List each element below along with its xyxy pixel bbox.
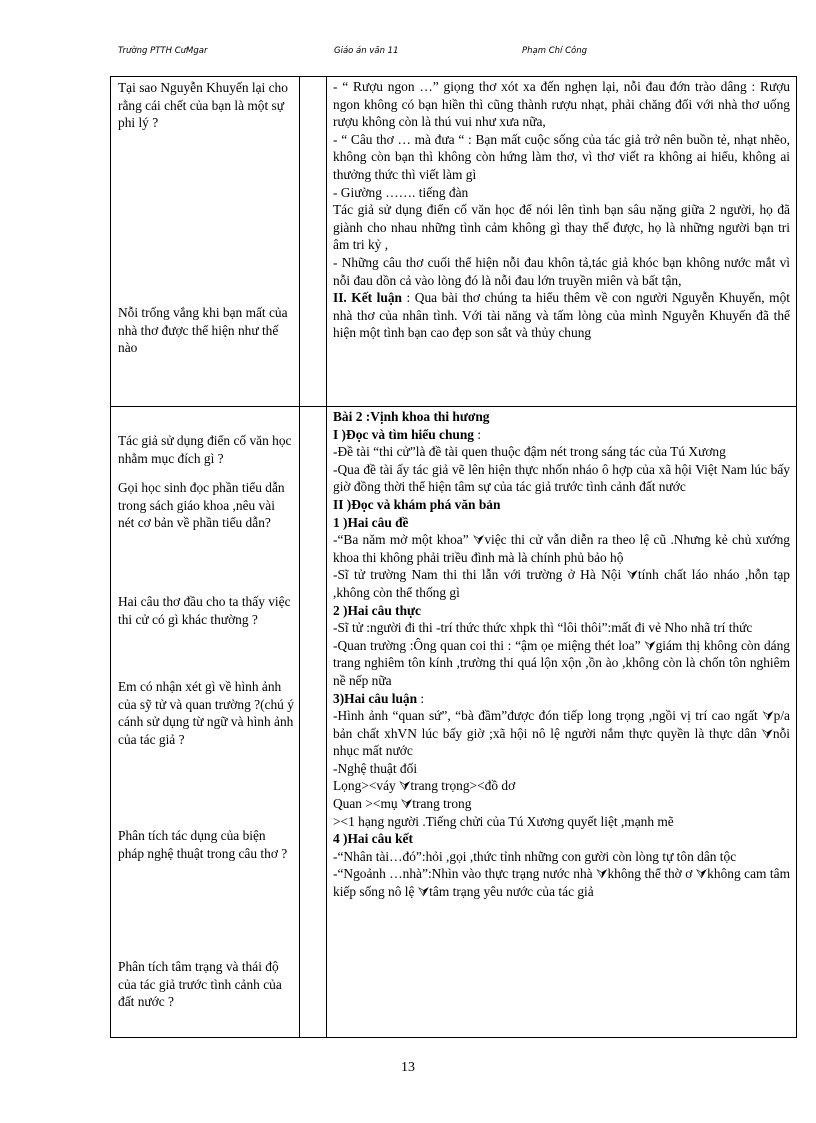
spacer-cell [300,407,327,1038]
content-line: -Quan trường :Ông quan coi thi : “ậm ọe miệng thét loa” ⮛giám thị không còn dáng trang nghiêm tôn kính ,trường thi quá lộn xộn ,ồn ào ,không còn là chốn tôn nghiêm nề nếp nữa [333,637,790,688]
content-line: - “ Câu thơ … mà đưa “ : Bạn mất cuộc sống của tác giả trở nên buồn tẻ, nhạt nhẽo, không còn bạn thì không còn hứng làm thơ, vì thơ viết ra không ai hiểu, không ai thưởng thức thì viết làm gì [333,131,790,182]
header-lesson-plan: Giáo án văn 11 [334,46,399,56]
question-text: Gọi học sinh đọc phần tiểu dẫn trong sách giáo khoa ,nêu vài nét cơ bản về phần tiểu dẫn? [118,480,285,531]
content-line: Quan ><mụ ⮛trang trong [333,796,472,812]
sub-heading: 2 )Hai câu thực [333,602,422,618]
content-line: -Qua đề tài ấy tác giả vẽ lên hiện thực nhốn nháo ô hợp của xã hội Việt Nam lúc bấy giờ đồng thời thể hiện tâm sự của tác giả trước tình cảnh đất nước [333,461,790,495]
question-text: Nỗi trống vắng khi bạn mất của nhà thơ được thể hiện như thế nào [118,305,288,356]
header-school: Trường PTTH CưMgar [118,46,208,56]
sub-heading: 3)Hai câu luận : [333,690,425,706]
content-line: ><1 hạng người .Tiếng chửi của Tú Xương quyết liệt ,mạnh mẽ [333,813,674,829]
content-line: -“Nhân tài…đó”:hỏi ,gọi ,thức tỉnh những con gười còn lòng tự tôn dân tộc [333,848,737,864]
content-cell [327,77,797,407]
content-line: -Hình ảnh “quan sứ”, “bà đầm”được đón tiếp long trọng ,ngồi vị trí cao ngất ⮛p/a bản chất xhVN lúc bấy giờ ;xã hội nô lệ người nắm thực quyền là thực dân ⮛nỗi nhục mất nước [333,708,790,759]
lesson-title: Bài 2 :Vịnh khoa thi hương [333,409,490,424]
content-line: -Đề tài “thi cử”là đề tài quen thuộc đậm nét trong sáng tác của Tú Xương [333,444,726,460]
question-text: Hai câu thơ đầu cho ta thấy việc thi cử có gì khác thường ? [118,594,291,627]
sub-heading: 1 )Hai câu đề [333,514,409,530]
sub-heading: 4 )Hai câu kết [333,831,413,847]
conclusion-heading: II. Kết luận [333,290,402,306]
content-line: -“Ba năm mở một khoa” ⮛việc thi cử vẫn diễn ra theo lệ cũ .Nhưng kẻ chủ xướng khoa thi không phải triều đình mà là chính phủ bảo hộ [333,532,790,565]
content-line: -Sĩ tử trường Nam thi thi lẫn với trường ở Hà Nội ⮛tính chất láo nháo ,hỗn tạp ,không còn thể thống gì [333,567,790,600]
page-number: 13 [401,1060,415,1075]
question-text: Phân tích tác dụng của biện pháp nghệ thuật trong câu thơ ? [118,828,288,861]
question-text: Tại sao Nguyễn Khuyến lại cho rằng cái chết của bạn là một sự phi lý ? [118,80,288,131]
questions-cell [111,77,300,466]
content-line: -Nghệ thuật đối [333,760,418,776]
question-text: Phân tích tâm trạng và thái độ của tác giả trước tình cảnh của đất nước ? [118,959,282,1010]
question-text: Tác giả sử dụng điển cố văn học nhằm mục đích gì ? [118,433,292,466]
content-line: - Giường ……. tiếng đàn [333,184,469,200]
content-line: - “ Rượu ngon …” giọng thơ xót xa đến nghẹn lại, nỗi đau đớn trào dâng : Rượu ngon không có bạn hiền thì cũng thành rượu nhạt, phải chăng đối với nhà thơ uống rượu không còn là thú vui như xưa nữa, [333,79,790,130]
content-line: - Những câu thơ cuối thể hiện nỗi đau khôn tả,tác giả khóc bạn không nước mắt vì nỗi đau dồn cả vào lòng đó là nỗi đau lớn truyền miên và bất tận, [333,254,790,288]
content-line: Lọng><váy ⮛trang trọng><đồ dơ [333,778,516,794]
table-row [111,407,797,1038]
page-header [118,46,718,62]
content-line: Tác giả sử dụng điển cố văn học để nói lên tình bạn sâu nặng giữa 2 người, họ đã giành cho nhau những tình cảm không gì thay thế được, họ là những người bạn tri âm tri kỷ , [333,202,790,253]
content-cell [327,407,797,1038]
content-line: -Sĩ tử :người đi thi -trí thức thức xhpk thì “lôi thôi”:mất đi vẻ Nho nhã trí thức [333,620,753,636]
question-text: Em có nhận xét gì về hình ảnh của sỹ tử và quan trường ?(chú ý cánh sử dụng từ ngữ và hình ảnh của tác giả ? [118,679,294,747]
questions-cell [111,407,300,1038]
section-heading: II )Đọc và khám phá văn bản [333,496,501,512]
conclusion-paragraph [333,289,790,342]
content-line: -“Ngoảnh …nhà”:Nhìn vào thực trạng nước nhà ⮛không thể thờ ơ ⮛không cam tâm kiếp sống nô lệ ⮛tâm trạng yêu nước của tác giả [333,866,790,900]
lesson-table [110,76,797,1038]
table-row [111,77,797,407]
spacer-cell [300,77,327,407]
section-heading: I )Đọc và tìm hiểu chung : [333,426,482,442]
conclusion-text: : Qua bài thơ chúng ta hiểu thêm về con người Nguyễn Khuyến, một nhà thơ của nhân tình. Với tài năng và tấm lòng của mình Nguyễn Khuyến đã thể hiện một tình bạn cao đẹp son sắt và thủy chung [333,290,790,341]
header-author: Phạm Chí Công [522,46,588,56]
